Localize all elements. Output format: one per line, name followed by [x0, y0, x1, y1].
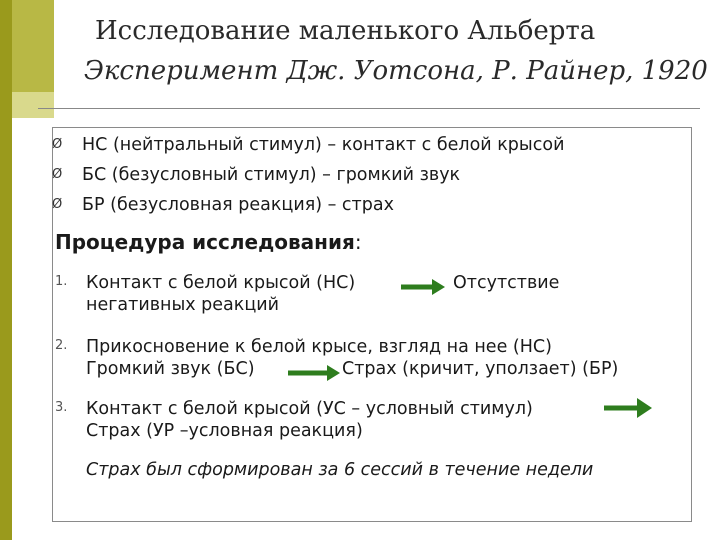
list-item-text: БС (безусловный стимул) – громкий звук: [82, 165, 461, 185]
procedure-heading-text: Процедура исследования: [55, 230, 355, 254]
title-divider: [38, 108, 700, 109]
slide-subtitle: Эксперимент Дж. Уотсона, Р. Райнер, 1920: [84, 56, 708, 86]
right-arrow-icon: [287, 364, 341, 382]
procedure-heading: [55, 230, 362, 254]
arrow-bullet-icon: Ø: [52, 137, 63, 152]
decor-stripe-left: [0, 0, 12, 540]
step-number: 1.: [55, 274, 68, 289]
right-arrow-icon: [603, 396, 653, 420]
decor-stripe-top-light: [12, 92, 54, 118]
conclusion-note: Страх был сформирован за 6 сессий в течение недели: [86, 460, 594, 480]
step-result: Страх (кричит, уползает) (БР): [342, 359, 619, 379]
step-text-continued: Страх (УР –условная реакция): [86, 421, 363, 441]
step-text: Прикосновение к белой крысе, взгляд на нее (НС): [86, 337, 552, 357]
procedure-heading-colon: :: [354, 230, 362, 254]
step-number: 2.: [55, 338, 68, 353]
list-item-text: БР (безусловная реакция) – страх: [82, 195, 394, 215]
step-text-continued: негативных реакций: [86, 295, 280, 315]
step-text: Контакт с белой крысой (НС): [86, 273, 356, 293]
step-text: Контакт с белой крысой (УС – условный стимул): [86, 399, 533, 419]
step-result: Отсутствие: [453, 273, 560, 293]
arrow-bullet-icon: Ø: [52, 167, 63, 182]
list-item-text: НС (нейтральный стимул) – контакт с белой крысой: [82, 135, 565, 155]
arrow-bullet-icon: Ø: [52, 197, 63, 212]
right-arrow-icon: [400, 278, 446, 296]
decor-stripe-top: [12, 0, 54, 92]
step-text-continued: Громкий звук (БС): [86, 359, 255, 379]
step-number: 3.: [55, 400, 68, 415]
slide-title: Исследование маленького Альберта: [95, 16, 596, 46]
